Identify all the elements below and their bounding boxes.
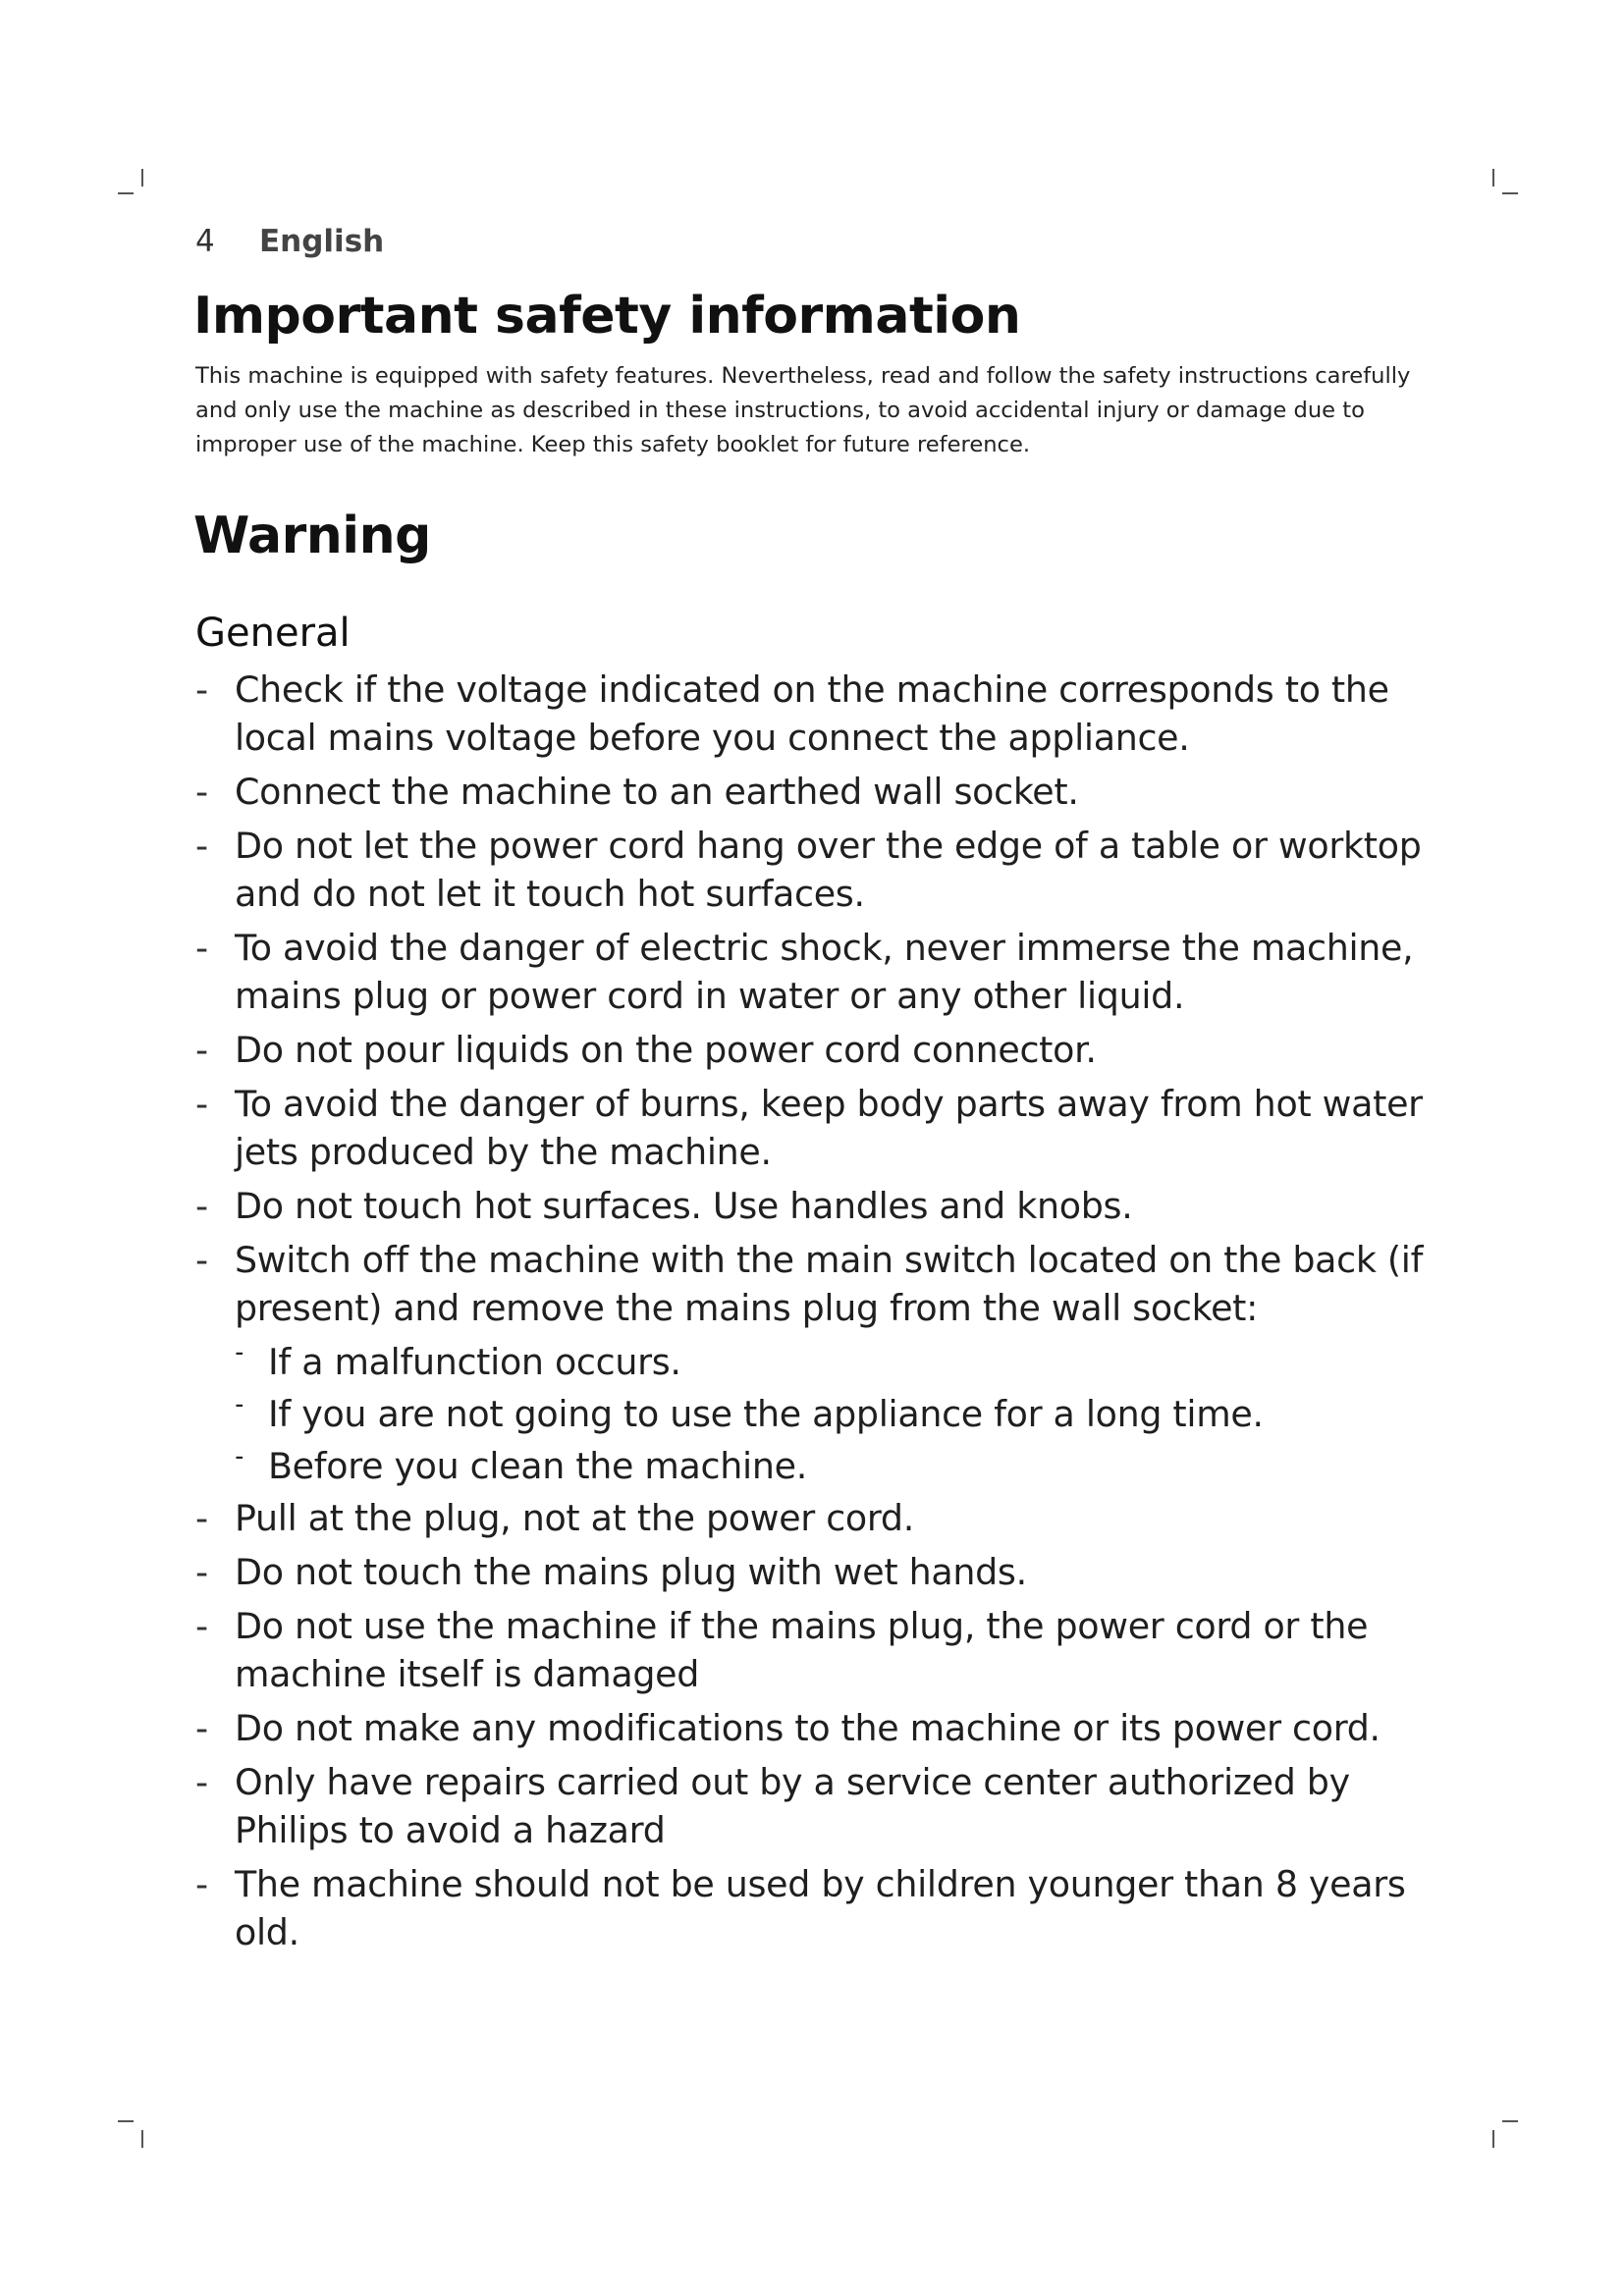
page-title: Important safety information <box>193 287 1021 346</box>
bullet-dash: - <box>195 1029 208 1071</box>
list-item <box>195 1026 1462 1074</box>
bullet-dash: - <box>195 927 208 969</box>
crop-mark-bottom-right-v <box>1492 2130 1494 2148</box>
list-item <box>195 1080 1462 1176</box>
page-number: 4 <box>195 224 215 259</box>
list-item-text: To avoid the danger of burns, keep body parts away from hot water jets produced by the machine. <box>235 1083 1423 1173</box>
warning-heading: Warning <box>193 507 431 565</box>
crop-mark-bottom-left-v <box>141 2130 143 2148</box>
list-item <box>195 822 1462 918</box>
bullet-dash: - <box>195 1185 208 1227</box>
list-item <box>195 924 1462 1020</box>
list-item-text: Do not use the machine if the mains plug, the power cord or the machine itself is damaged <box>235 1605 1369 1695</box>
list-item <box>195 1860 1462 1956</box>
sub-list-item-text: If a malfunction occurs. <box>268 1341 681 1383</box>
bullet-dash: - <box>195 1761 208 1803</box>
list-item <box>195 768 1462 816</box>
list-item-text: Connect the machine to an earthed wall socket. <box>235 771 1079 813</box>
section-heading-general: General <box>195 611 351 656</box>
sub-bullet-mark: ˗ <box>235 1387 244 1421</box>
crop-mark-bottom-right-h <box>1502 2120 1518 2122</box>
sub-bullet-mark: ˗ <box>235 1335 244 1369</box>
sub-list-item-text: If you are not going to use the appliance for a long time. <box>268 1393 1264 1435</box>
bullet-dash: - <box>195 771 208 813</box>
crop-mark-top-right-h <box>1502 192 1518 194</box>
list-item <box>195 1236 1462 1332</box>
crop-mark-top-left-h <box>118 192 134 194</box>
list-item-text: Check if the voltage indicated on the machine corresponds to the local mains voltage before you connect the appliance. <box>235 668 1389 759</box>
sub-list-item <box>231 1387 1462 1438</box>
bullet-dash: - <box>195 1497 208 1539</box>
intro-paragraph: This machine is equipped with safety features. Nevertheless, read and follow the safety instructions carefully and only use the machine as described in these instructions, to avoid accidental injury or damage due to improper use of the machine. Keep this safety booklet for future reference. <box>195 363 1411 457</box>
list-item-text: Only have repairs carried out by a service center authorized by Philips to avoid a hazard <box>235 1761 1350 1851</box>
list-item-text: The machine should not be used by children younger than 8 years old. <box>235 1863 1406 1953</box>
bullet-dash: - <box>195 1707 208 1749</box>
bullet-dash: - <box>195 1863 208 1905</box>
sub-list-item <box>231 1439 1462 1490</box>
sub-list-item-text: Before you clean the machine. <box>268 1445 807 1487</box>
bullet-dash: - <box>195 1083 208 1125</box>
bullet-dash: - <box>195 1239 208 1281</box>
list-item-text: Do not let the power cord hang over the edge of a table or worktop and do not let it touch hot surfaces. <box>235 825 1422 915</box>
list-item <box>195 1704 1462 1752</box>
bullet-dash: - <box>195 1551 208 1593</box>
bullet-dash: - <box>195 1605 208 1647</box>
list-item <box>195 1494 1462 1542</box>
list-item-text: Do not touch the mains plug with wet hands. <box>235 1551 1027 1593</box>
language-label: English <box>259 224 385 259</box>
list-item <box>195 1548 1462 1596</box>
page-header <box>195 224 384 259</box>
list-item <box>195 1602 1462 1698</box>
list-item <box>195 666 1462 762</box>
list-item <box>195 1758 1462 1854</box>
bullet-dash: - <box>195 825 208 867</box>
safety-list <box>195 666 1462 1962</box>
crop-mark-bottom-left-h <box>118 2120 134 2122</box>
list-item-text: Pull at the plug, not at the power cord. <box>235 1497 914 1539</box>
list-item-text: Do not touch hot surfaces. Use handles and knobs. <box>235 1185 1133 1227</box>
sub-list-item <box>231 1335 1462 1386</box>
sub-bullet-mark: ˗ <box>235 1439 244 1473</box>
list-item-text: Do not pour liquids on the power cord connector. <box>235 1029 1097 1071</box>
crop-mark-top-left-v <box>141 169 143 187</box>
bullet-dash: - <box>195 668 208 711</box>
crop-mark-top-right-v <box>1492 169 1494 187</box>
list-item-text: Do not make any modifications to the machine or its power cord. <box>235 1707 1380 1749</box>
list-item-text: To avoid the danger of electric shock, never immerse the machine, mains plug or power cord in water or any other liquid. <box>235 927 1414 1017</box>
list-item <box>195 1182 1462 1230</box>
list-item-text: Switch off the machine with the main switch located on the back (if present) and remove the mains plug from the wall socket: <box>235 1239 1424 1329</box>
